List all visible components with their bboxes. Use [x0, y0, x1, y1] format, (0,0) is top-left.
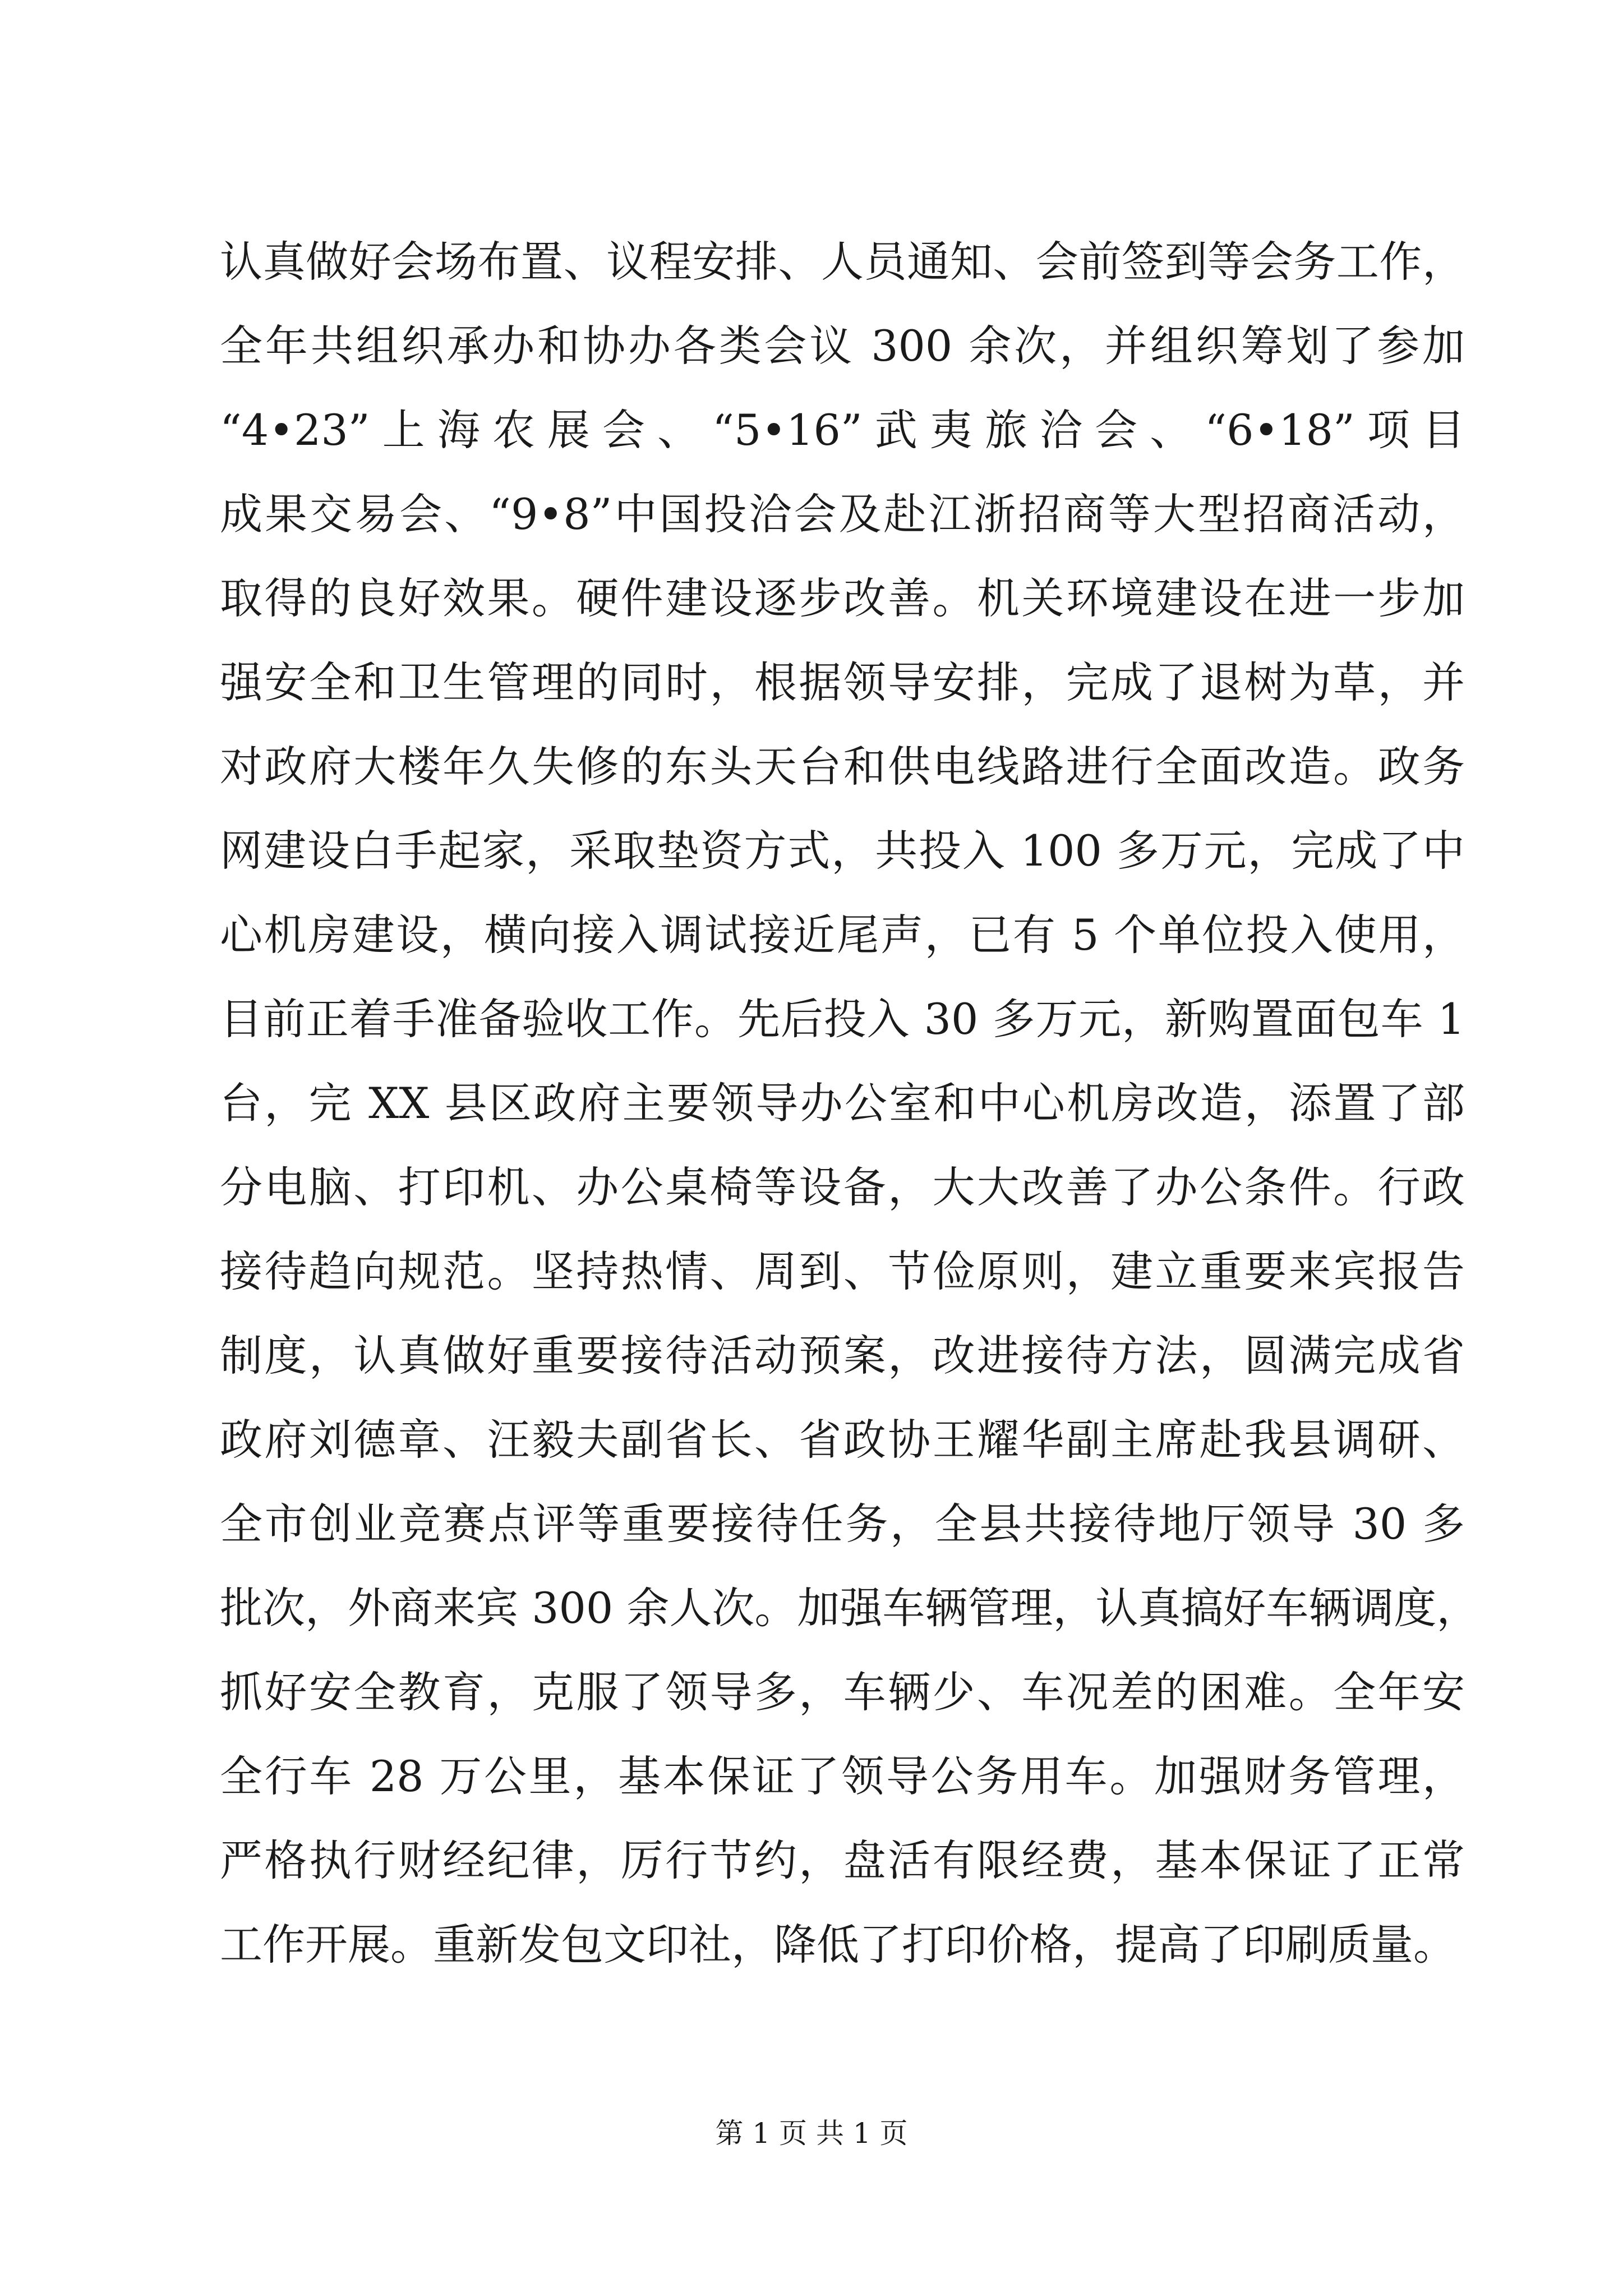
text-line: 网建设白手起家，采取垫资方式，共投入 100 多万元，完成了中	[220, 826, 1465, 876]
body-paragraph	[220, 220, 1479, 1987]
text-line: 制度，认真做好重要接待活动预案，改进接待方法，圆满完成省	[220, 1331, 1465, 1381]
text-line: 全行车 28 万公里，基本保证了领导公务用车。加强财务管理，	[220, 1751, 1465, 1801]
text-line: 政府刘德章、汪毅夫副省长、省政协王耀华副主席赴我县调研、	[220, 1415, 1465, 1465]
text-line: 工作开展。重新发包文印社，降低了打印价格，提高了印刷质量。	[220, 1920, 1456, 1970]
text-line: 抓好安全教育，克服了领导多，车辆少、车况差的困难。全年安	[220, 1667, 1465, 1717]
text-line: 接待趋向规范。坚持热情、周到、节俭原则，建立重要来宾报告	[220, 1246, 1465, 1296]
text-line: 批次，外商来宾 300 余人次。加强车辆管理，认真搞好车辆调度，	[220, 1583, 1479, 1633]
text-line: 全年共组织承办和协办各类会议 300 余次，并组织筹划了参加	[220, 321, 1465, 371]
text-line: 认真做好会场布置、议程安排、人员通知、会前签到等会务工作，	[220, 237, 1465, 287]
page-number-footer: 第 1 页 共 1 页	[715, 2117, 908, 2150]
text-line: 取得的良好效果。硬件建设逐步改善。机关环境建设在进一步加	[220, 573, 1465, 623]
text-line: 台，完 XX 县区政府主要领导办公室和中心机房改造，添置了部	[220, 1078, 1465, 1128]
text-line: 强安全和卫生管理的同时，根据领导安排，完成了退树为草，并	[220, 657, 1465, 707]
text-line: “4•23”上海农展会、“5•16”武夷旅洽会、“6•18”项目	[220, 405, 1465, 455]
text-line: 分电脑、打印机、办公桌椅等设备，大大改善了办公条件。行政	[220, 1162, 1465, 1212]
text-line: 严格执行财经纪律，厉行节约，盘活有限经费，基本保证了正常	[220, 1835, 1465, 1885]
text-line: 目前正着手准备验收工作。先后投入 30 多万元，新购置面包车 1	[220, 994, 1465, 1044]
text-line: 对政府大楼年久失修的东头天台和供电线路进行全面改造。政务	[220, 742, 1465, 792]
text-line: 心机房建设，横向接入调试接近尾声，已有 5 个单位投入使用，	[220, 910, 1465, 960]
text-line: 全市创业竞赛点评等重要接待任务，全县共接待地厅领导 30 多	[220, 1499, 1465, 1549]
text-line: 成果交易会、“9•8”中国投洽会及赴江浙招商等大型招商活动，	[220, 489, 1465, 539]
